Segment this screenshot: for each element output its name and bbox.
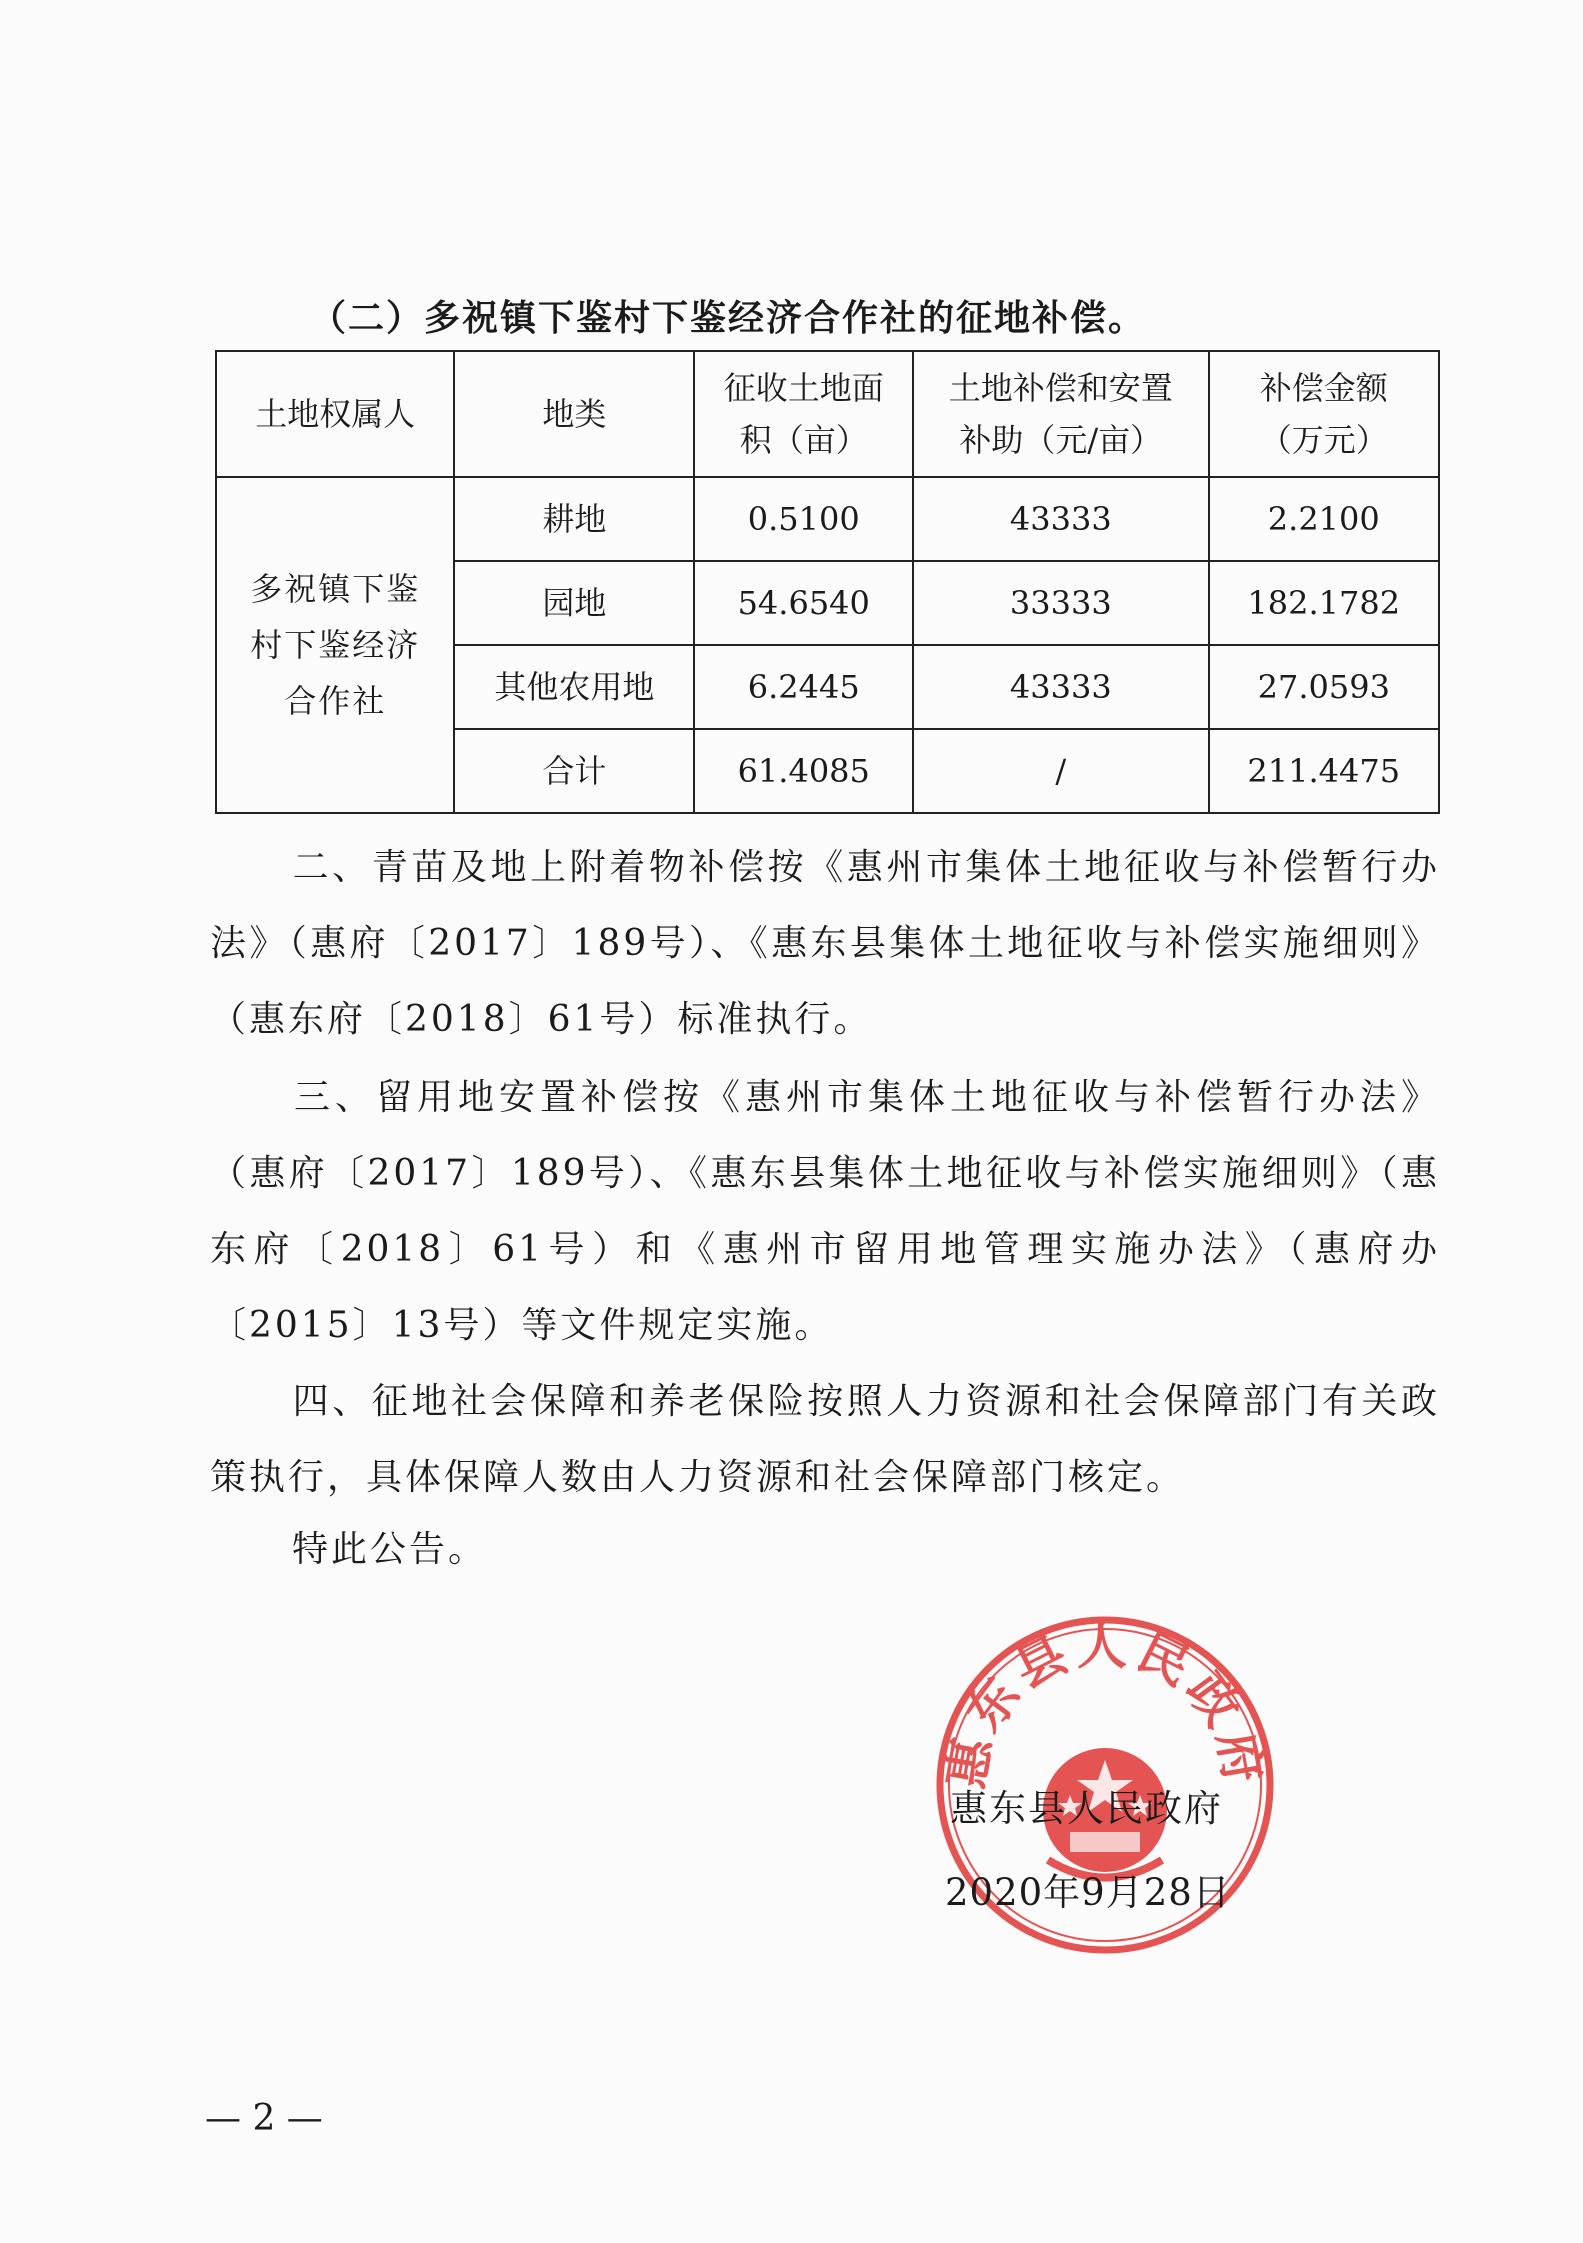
amount-cell: 182.1782	[1209, 561, 1439, 645]
header-land-type: 地类	[454, 351, 694, 477]
amount-cell: 27.0593	[1209, 645, 1439, 729]
table-header-row	[216, 351, 1439, 477]
paragraph-reserved-land: 三、留用地安置补偿按《惠州市集体土地征收与补偿暂行办法》（惠府〔2017〕189号）、《惠东县集体土地征收与补偿实施细则》（惠东府〔2018〕61号）和《惠州市留用地管理实施办法》（惠府办〔2015〕13号）等文件规定实施。	[210, 1077, 1440, 1346]
paragraph-closing: 特此公告。	[292, 1529, 488, 1570]
amount-cell: 211.4475	[1209, 729, 1439, 813]
seal-text: 惠东县人民政府	[935, 1616, 1275, 1793]
rate-cell: 43333	[913, 645, 1209, 729]
area-cell: 0.5100	[694, 477, 913, 561]
land-type-cell: 合计	[454, 729, 694, 813]
header-area: 征收土地面 积（亩）	[694, 351, 913, 477]
paragraph-seedling-compensation: 二、青苗及地上附着物补偿按《惠州市集体土地征收与补偿暂行办法》（惠府〔2017〕189号）、《惠东县集体土地征收与补偿实施细则》（惠东府〔2018〕61号）标准执行。	[210, 847, 1440, 1040]
land-type-cell: 耕地	[454, 477, 694, 561]
section-title: （二）多祝镇下鉴村下鉴经济合作社的征地补偿。	[310, 297, 1147, 339]
rate-cell: 43333	[913, 477, 1209, 561]
header-amount: 补偿金额 （万元）	[1209, 351, 1439, 477]
land-type-cell: 其他农用地	[454, 645, 694, 729]
signature-organization: 惠东县人民政府	[950, 1787, 1223, 1830]
compensation-table	[215, 350, 1440, 814]
page-number: — 2 —	[205, 2098, 323, 2139]
table-row	[216, 477, 1439, 561]
paragraph-social-security: 四、征地社会保障和养老保险按照人力资源和社会保障部门有关政策执行，具体保障人数由人力资源和社会保障部门核定。	[210, 1381, 1440, 1498]
area-cell: 6.2445	[694, 645, 913, 729]
area-cell: 54.6540	[694, 561, 913, 645]
land-type-cell: 园地	[454, 561, 694, 645]
header-owner: 土地权属人	[216, 351, 454, 477]
rate-cell: /	[913, 729, 1209, 813]
rate-cell: 33333	[913, 561, 1209, 645]
signature-date: 2020年9月28日	[945, 1871, 1231, 1914]
area-cell: 61.4085	[694, 729, 913, 813]
header-rate: 土地补偿和安置 补助（元/亩）	[913, 351, 1209, 477]
amount-cell: 2.2100	[1209, 477, 1439, 561]
owner-cell: 多祝镇下鉴 村下鉴经济 合作社	[216, 477, 454, 813]
